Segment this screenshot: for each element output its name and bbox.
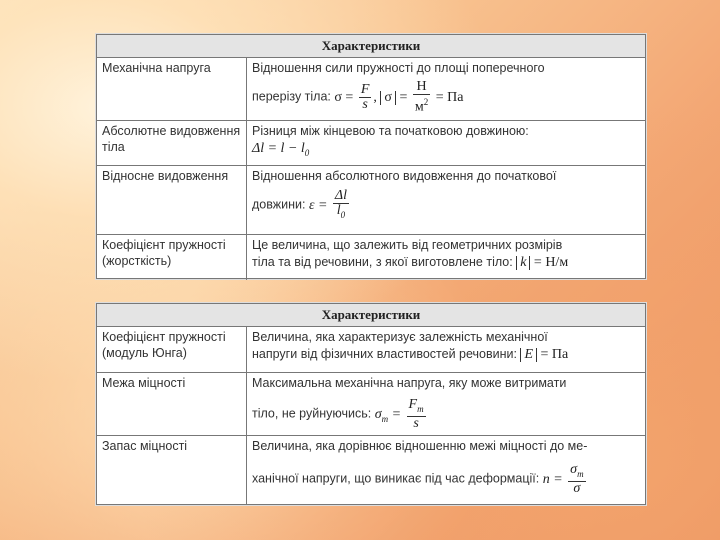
- definition-text: напруги від фізичних властивостей речовини:: [252, 347, 517, 361]
- table-row: [97, 327, 645, 373]
- table-row: [97, 436, 645, 504]
- subscript: m: [381, 413, 389, 424]
- definition-text: Відношення абсолютного видовження до початкової: [252, 169, 557, 183]
- denominator: s: [362, 96, 368, 112]
- numerator: Н: [413, 80, 430, 95]
- characteristics-table-2: [96, 303, 646, 505]
- k-symbol: k: [516, 256, 530, 270]
- definition-text: тіло, не руйнуючись:: [252, 406, 372, 421]
- term-cell: Межа міцності: [97, 373, 247, 435]
- numerator: σ: [570, 462, 578, 477]
- definition-text: Відношення сили пружності до площі поперечного: [252, 61, 545, 75]
- e-symbol: E: [520, 348, 537, 362]
- numerator: F: [360, 81, 370, 97]
- term-cell: Запас міцності: [97, 436, 247, 504]
- definition-text: Це величина, що залежить від геометричних розмірів: [252, 238, 563, 252]
- term-cell: Відносне видовження: [97, 166, 247, 234]
- term-cell: Коефіцієнт пружності (модуль Юнга): [97, 327, 247, 372]
- table-row: [97, 166, 645, 235]
- table-row: [97, 235, 645, 280]
- subscript: m: [417, 403, 424, 414]
- definition-text: Різниця між кінцевою та початковою довжиною:: [252, 124, 529, 138]
- definition-cell: [247, 436, 645, 504]
- unit-text: = Па: [540, 347, 569, 362]
- definition-cell: [247, 166, 645, 234]
- epsilon-symbol: ε =: [308, 197, 328, 213]
- definition-text: тіла та від речовини, з якої виготовлене тіло:: [252, 255, 513, 269]
- definition-text: Величина, яка характеризує залежність механічної: [252, 330, 548, 344]
- table-row: [97, 373, 645, 436]
- numerator: Δl: [334, 188, 348, 203]
- sigma-symbol: σ: [374, 406, 382, 422]
- term-cell: Абсолютне видовження тіла: [97, 121, 247, 165]
- definition-cell: [247, 235, 645, 280]
- denominator: м: [414, 99, 424, 115]
- denominator: s: [413, 415, 419, 431]
- unit-text: = Н/м: [533, 255, 569, 270]
- definition-text: Величина, яка дорівнює відношенню межі міцності до ме-: [252, 439, 588, 453]
- table-row: [97, 58, 645, 121]
- definition-text: довжини:: [252, 197, 306, 212]
- denominator: l: [336, 203, 341, 218]
- unit-bracket: σ: [380, 91, 396, 105]
- definition-cell: [247, 373, 645, 435]
- definition-text: ханічної напруги, що виникає під час деформації:: [252, 471, 540, 486]
- denominator: σ: [573, 480, 581, 496]
- formula-stress: σ = $\frac{F}{s}$ , σ = $\frac{Н}{м^2}$ = Па: [334, 79, 464, 115]
- definition-cell: [247, 327, 645, 372]
- definition-cell: [247, 58, 645, 120]
- formula-elongation: Δl = l − l: [252, 141, 305, 156]
- term-cell: Коефіцієнт пружності (жорсткість): [97, 235, 247, 280]
- definition-text: Максимальна механічна напруга, яку може витримати: [252, 376, 567, 390]
- table-header: Характеристики: [97, 35, 645, 58]
- characteristics-table-1: [96, 34, 646, 279]
- term-cell: Механічна напруга: [97, 58, 247, 120]
- formula-ultimate-strength: $\sigma_m$ = $\frac{F_m}{s}$: [374, 397, 424, 431]
- table-header: Характеристики: [97, 304, 645, 327]
- subscript: m: [577, 468, 584, 479]
- definition-cell: [247, 121, 645, 165]
- unit-text: Па: [447, 89, 464, 105]
- table-row: [97, 121, 645, 166]
- numerator: F: [408, 397, 418, 412]
- formula-safety-factor: [542, 462, 588, 496]
- n-symbol: n =: [542, 471, 563, 487]
- subscript: 0: [340, 209, 346, 220]
- definition-text: перерізу тіла:: [252, 89, 331, 104]
- sigma-symbol: σ: [334, 89, 342, 105]
- subscript: 0: [304, 147, 310, 158]
